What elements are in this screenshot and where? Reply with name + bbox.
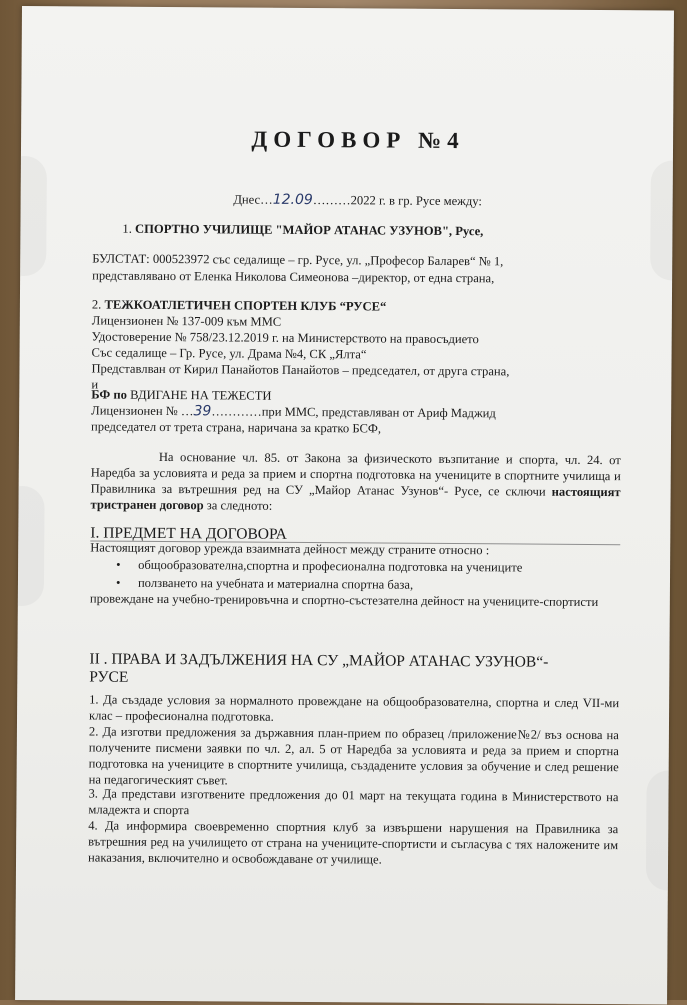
watermark-mark-right bbox=[650, 160, 674, 280]
section2-item-4: 4. Да информира своевременно спортния клуб за извършени нарушения на Правилника за вътрешния ред на училището от страна на учениците-спортисти и съгласува с тях наложените им наказания, включително и освобождаване от училище. bbox=[88, 818, 619, 867]
party2-line5: и bbox=[91, 377, 99, 392]
section1-heading: I. ПРЕДМЕТ НА ДОГОВОРА bbox=[90, 524, 287, 543]
party1-line1: БУЛСТАТ: 000523972 със седалище – гр. Русе, ул. „Професор Баларев“ № 1, bbox=[92, 251, 504, 269]
party1-line2: представлявано от Еленка Николова Симеонова –директор, от една страна, bbox=[92, 268, 495, 286]
date-handwritten: 12.09 bbox=[272, 191, 313, 209]
document-page bbox=[15, 6, 674, 1005]
date-prefix: Днес bbox=[233, 192, 261, 207]
watermark-mark-left-lower bbox=[15, 486, 45, 606]
date-suffix: 2022 г. в гр. Русе между: bbox=[350, 193, 482, 209]
party3-license-handwritten: 39 bbox=[193, 403, 212, 420]
party3-name-bold: БФ по bbox=[91, 387, 127, 402]
party2-line4: Представлван от Кирил Панайотов Панайотов – председател, от друга страна, bbox=[91, 361, 510, 379]
preamble-tail: за следното: bbox=[203, 498, 273, 513]
section1-intro: Настоящият договор урежда взаимната дейност между страните относно : bbox=[90, 540, 490, 558]
party3-name-rest: ВДИГАНЕ НА ТЕЖЕСТИ bbox=[126, 387, 272, 403]
date-line bbox=[93, 190, 623, 210]
section1-closing: провеждане на учебно-тренировъчна и спортно-състезателна дейност на учениците-спортисти bbox=[89, 591, 599, 610]
party1-heading bbox=[122, 221, 652, 241]
party2-name: ТЕЖКОАТЛЕТИЧЕН СПОРТЕН КЛУБ “РУСЕ“ bbox=[104, 297, 387, 314]
list-item: • общообразователна,спортна и професионална подготовка на учениците bbox=[90, 556, 620, 576]
section2-heading-line2: РУСЕ bbox=[89, 668, 129, 686]
preamble-text: На основание чл. 85. от Закона за физическото възпитание и спорта, чл. 24. от Наредба за условията и реда за прием и спортна подготовка на учениците в спортните училища и Правилника за вътрешния ред на СУ „Майор Атанас Узунов“- Русе, се сключи bbox=[90, 449, 621, 499]
party3-license-prefix: Лицензионен № … bbox=[91, 403, 194, 419]
party2-number: 2. bbox=[91, 297, 102, 312]
preamble-bold: настоящият тристранен договор bbox=[90, 484, 621, 513]
section2-item-1: 1. Да създаде условия за нормалното провеждане на общообразователна, спортна и след VII-ми клас – професионална подготовка. bbox=[88, 692, 620, 724]
party2-line1: Лицензионен № 137-009 към ММС bbox=[91, 313, 282, 329]
date-dots-right: ……… bbox=[312, 193, 351, 208]
section2-heading-line1: II . ПРАВА И ЗАДЪЛЖЕНИЯ НА СУ „МАЙОР АТАНАС УЗУНОВ“- bbox=[89, 650, 549, 671]
section2-item-3: 3. Да представи изготвените предложения до 01 март на текущата година в Министерството на младежта и спорта bbox=[88, 786, 619, 818]
document-title: ДОГОВОР №4 bbox=[251, 126, 465, 154]
party1-name: СПОРТНО УЧИЛИЩЕ "МАЙОР АТАНАС УЗУНОВ", Русе, bbox=[135, 221, 484, 239]
date-dots-left: … bbox=[260, 192, 273, 207]
party3-line2: председател от трета страна, наричана за кратко БСФ, bbox=[91, 419, 382, 436]
party2-line3: Със седалище – Гр. Русе, ул. Драма №4, СК „Ялта“ bbox=[91, 345, 367, 362]
section2-item-2: 2. Да изготви предложения за държавния план-прием по образец /приложение№2/ въз основа на получените писмени заявки по чл. 2, ал. 5 от Наредба за условията и реда за прием и спортна подготовка на учениците в спортните училища, създадените условия за обучение и след решение на педагогическият съвет. bbox=[88, 724, 619, 788]
preamble-paragraph bbox=[90, 448, 620, 516]
list-item: • ползването на учебната и материална спортна база, bbox=[90, 574, 620, 594]
section1-bullet-list bbox=[90, 556, 620, 594]
party2-line2: Удостоверение № 758/23.12.2019 г. на Министерството на правосъдието bbox=[91, 329, 479, 347]
watermark-mark-left bbox=[15, 156, 47, 276]
party1-number: 1. bbox=[122, 221, 132, 236]
party3-license-suffix: …………при ММС, представляван от Ариф Маджид bbox=[211, 404, 496, 421]
